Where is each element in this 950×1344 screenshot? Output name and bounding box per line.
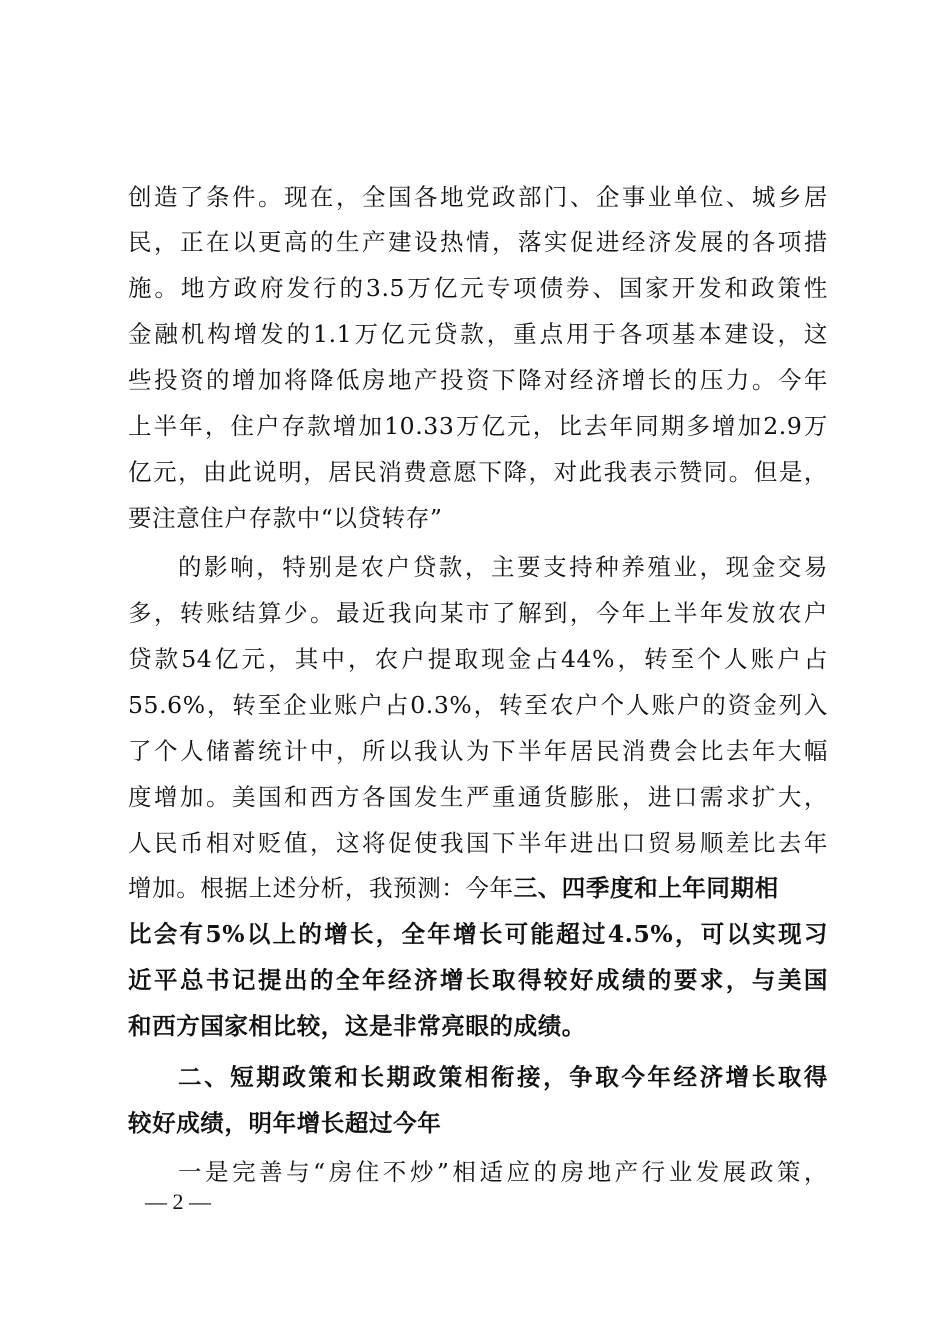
paragraph-start-line: 一是完善与“房住不炒”相适应的房地产行业发展政策， (178, 1158, 828, 1186)
text-line: 贷款54亿元，其中，农户提取现金占44%，转至个人账户占 (128, 645, 828, 673)
text-line: 多，转账结算少。最近我向某市了解到，今年上半年发放农户 (128, 599, 828, 627)
text-segment: 增加。根据上述分析，我预测：今年 (128, 874, 514, 902)
bold-text-segment: 三、四季度和上年同期相 (513, 874, 779, 902)
text-line-mixed (128, 869, 828, 903)
bold-text-line: 近平总书记提出的全年经济增长取得较好成绩的要求，与美国 (128, 966, 828, 994)
section-heading-line: 较好成绩，明年增长超过今年 (128, 1109, 442, 1137)
text-line: 上半年，住户存款增加10.33万亿元，比去年同期多增加2.9万 (128, 412, 828, 440)
paragraph-start-line: 的影响，特别是农户贷款，主要支持种养殖业，现金交易 (178, 553, 828, 581)
section-heading-line: 二、短期政策和长期政策相衔接，争取今年经济增长取得 (178, 1063, 828, 1091)
text-line: 55.6%，转至企业账户占0.3%，转至农户个人账户的资金列入 (128, 691, 828, 719)
bold-text-line: 和西方国家相比较，这是非常亮眼的成绩。 (128, 1012, 586, 1040)
page-number: — 2 — (145, 1189, 211, 1214)
text-line: 人民币相对贬值，这将促使我国下半年进出口贸易顺差比去年 (128, 829, 828, 857)
text-line: 度增加。美国和西方各国发生严重通货膨胀，进口需求扩大， (128, 783, 828, 811)
text-line: 民，正在以更高的生产建设热情，落实促进经济发展的各项措 (128, 228, 828, 256)
text-line: 要注意住户存款中“以贷转存” (128, 504, 443, 532)
bold-text-line: 比会有5%以上的增长，全年增长可能超过4.5%，可以实现习 (128, 920, 828, 948)
text-line: 亿元，由此说明，居民消费意愿下降，对此我表示赞同。但是， (128, 458, 828, 486)
text-line: 了个人储蓄统计中，所以我认为下半年居民消费会比去年大幅 (128, 737, 828, 765)
text-line: 创造了条件。现在，全国各地党政部门、企事业单位、城乡居 (128, 183, 828, 211)
text-line: 些投资的增加将降低房地产投资下降对经济增长的压力。今年 (128, 366, 828, 394)
text-line: 施。地方政府发行的3.5万亿元专项债券、国家开发和政策性 (128, 274, 828, 302)
text-line: 金融机构增发的1.1万亿元贷款，重点用于各项基本建设，这 (128, 320, 828, 348)
